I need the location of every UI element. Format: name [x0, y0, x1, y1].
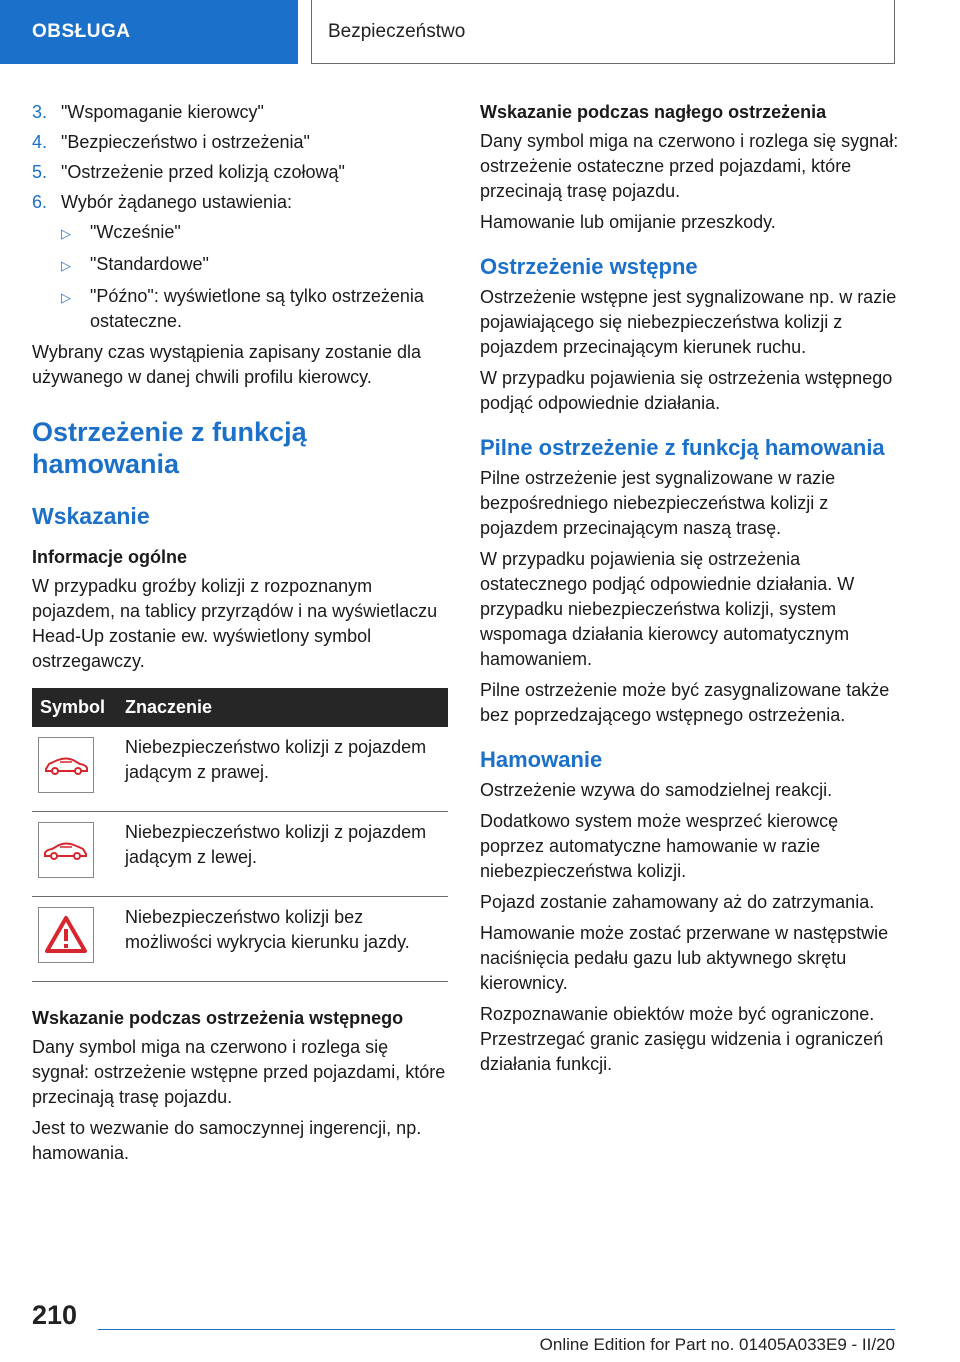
heading-prewarning: Ostrzeżenie wstępne — [480, 254, 698, 279]
paragraph: Ostrzeżenie wzywa do samodzielnej reakcji. — [480, 780, 833, 800]
heading-display: Wskazanie — [32, 503, 150, 529]
paragraph: Wybrany czas wystąpienia zapisany zostanie dla używanego w danej chwili profilu kierowcy. — [32, 342, 422, 387]
triangle-bullet-icon: ▷ — [61, 290, 71, 305]
meaning-cell: Niebezpieczeństwo kolizji z pojazdem jadącym z lewej. — [117, 812, 448, 897]
paragraph: Dany symbol miga na czerwono i rozlega się sygnał: ostrzeżenie ostateczne przed pojazdami, które przecinają trasę pojazdu. — [480, 131, 899, 201]
heading-prewarning-display: Wskazanie podczas ostrzeżenia wstępnego — [32, 1008, 404, 1028]
car-left-warning-icon — [38, 822, 94, 878]
heading-urgent-warning: Pilne ostrzeżenie z funkcją hamowania — [480, 435, 885, 460]
right-column — [480, 100, 900, 1083]
paragraph: Dodatkowo system może wesprzeć kierowcę poprzez automatyczne hamowanie w razie niebezpieczeństwa kolizji. — [480, 811, 839, 881]
symbol-cell — [32, 897, 117, 982]
page-number: 210 — [32, 1300, 78, 1330]
option-item — [61, 220, 448, 246]
option-item — [61, 252, 448, 278]
option-text: "Wcześnie" — [90, 222, 181, 242]
warning-triangle-icon — [38, 907, 94, 963]
paragraph: Hamowanie lub omijanie przeszkody. — [480, 212, 776, 232]
step-text: "Wspomaganie kierowcy" — [61, 102, 264, 122]
paragraph: W przypadku pojawienia się ostrzeżenia ostatecznego podjąć odpowiednie działania. W przypadku niebezpieczeństwa kolizji, system wspomaga działania kierowcy automatycznym hamowaniem. — [480, 549, 855, 669]
heading-main: Ostrzeżenie z funkcją hamowania — [32, 417, 307, 479]
option-text: "Późno": wyświetlone są tylko ostrzeżenia ostateczne. — [90, 286, 424, 331]
edition-footer: Online Edition for Part no. 01405A033E9 - II/20 — [539, 1335, 895, 1354]
heading-braking: Hamowanie — [480, 747, 603, 772]
table-header-row — [32, 688, 448, 727]
table-row — [32, 812, 448, 897]
paragraph: Dany symbol miga na czerwono i rozlega się sygnał: ostrzeżenie wstępne przed pojazdami, które przecinają trasę pojazdu. — [32, 1037, 446, 1107]
section-header — [311, 0, 895, 64]
paragraph: Jest to wezwanie do samoczynnej ingerencji, np. hamowania. — [32, 1118, 422, 1163]
triangle-bullet-icon: ▷ — [61, 258, 71, 273]
column-header-meaning: Znaczenie — [117, 688, 448, 727]
meaning-cell: Niebezpieczeństwo kolizji bez możliwości wykrycia kierunku jazdy. — [117, 897, 448, 982]
step-number: 5. — [32, 162, 48, 182]
paragraph: Pilne ostrzeżenie może być zasygnalizowane także bez poprzedzającego wstępnego ostrzeżenia. — [480, 680, 890, 725]
symbol-cell — [32, 812, 117, 897]
table-row — [32, 897, 448, 982]
symbol-table — [32, 688, 448, 982]
triangle-bullet-icon: ▷ — [61, 226, 71, 241]
chapter-tab — [0, 0, 298, 64]
step-item — [32, 130, 448, 155]
heading-general-info: Informacje ogólne — [32, 547, 188, 567]
section-title: Bezpieczeństwo — [328, 20, 466, 42]
paragraph: W przypadku pojawienia się ostrzeżenia wstępnego podjąć odpowiednie działania. — [480, 368, 893, 413]
paragraph: W przypadku groźby kolizji z rozpoznanym pojazdem, na tablicy przyrządów i na wyświetlaczu Head-Up zostanie ew. wyświetlony symbol ostrzegawczy. — [32, 576, 438, 671]
option-text: "Standardowe" — [90, 254, 209, 274]
heading-acute-display: Wskazanie podczas nagłego ostrzeżenia — [480, 102, 827, 122]
car-right-warning-icon — [38, 737, 94, 793]
paragraph: Pojazd zostanie zahamowany aż do zatrzymania. — [480, 892, 875, 912]
left-column — [32, 100, 448, 1172]
step-number: 3. — [32, 102, 48, 122]
meaning-cell: Niebezpieczeństwo kolizji z pojazdem jadącym z prawej. — [117, 727, 448, 812]
option-item — [61, 284, 448, 334]
step-text: "Bezpieczeństwo i ostrzeżenia" — [61, 132, 310, 152]
paragraph: Hamowanie może zostać przerwane w następstwie naciśnięcia pedału gazu lub aktywnego skrętu kierownicy. — [480, 923, 889, 993]
footer-divider — [98, 1329, 895, 1330]
step-number: 6. — [32, 192, 48, 212]
step-item — [32, 190, 448, 215]
step-item — [32, 160, 448, 185]
step-number: 4. — [32, 132, 48, 152]
paragraph: Pilne ostrzeżenie jest sygnalizowane w razie bezpośredniego niebezpieczeństwa kolizji z pojazdem przecinającym naszą trasę. — [480, 468, 836, 538]
column-header-symbol: Symbol — [32, 688, 117, 727]
table-row — [32, 727, 448, 812]
step-item — [32, 100, 448, 125]
chapter-tab-label: OBSŁUGA — [32, 21, 131, 42]
step-text: Wybór żądanego ustawienia: — [61, 192, 292, 212]
paragraph: Ostrzeżenie wstępne jest sygnalizowane np. w razie pojawiającego się niebezpieczeństwa kolizji z pojazdem przecinającym kierunek ruchu. — [480, 287, 897, 357]
step-text: "Ostrzeżenie przed kolizją czołową" — [61, 162, 345, 182]
symbol-cell — [32, 727, 117, 812]
paragraph: Rozpoznawanie obiektów może być ograniczone. Przestrzegać granic zasięgu widzenia i ograniczeń działania funkcji. — [480, 1004, 884, 1074]
